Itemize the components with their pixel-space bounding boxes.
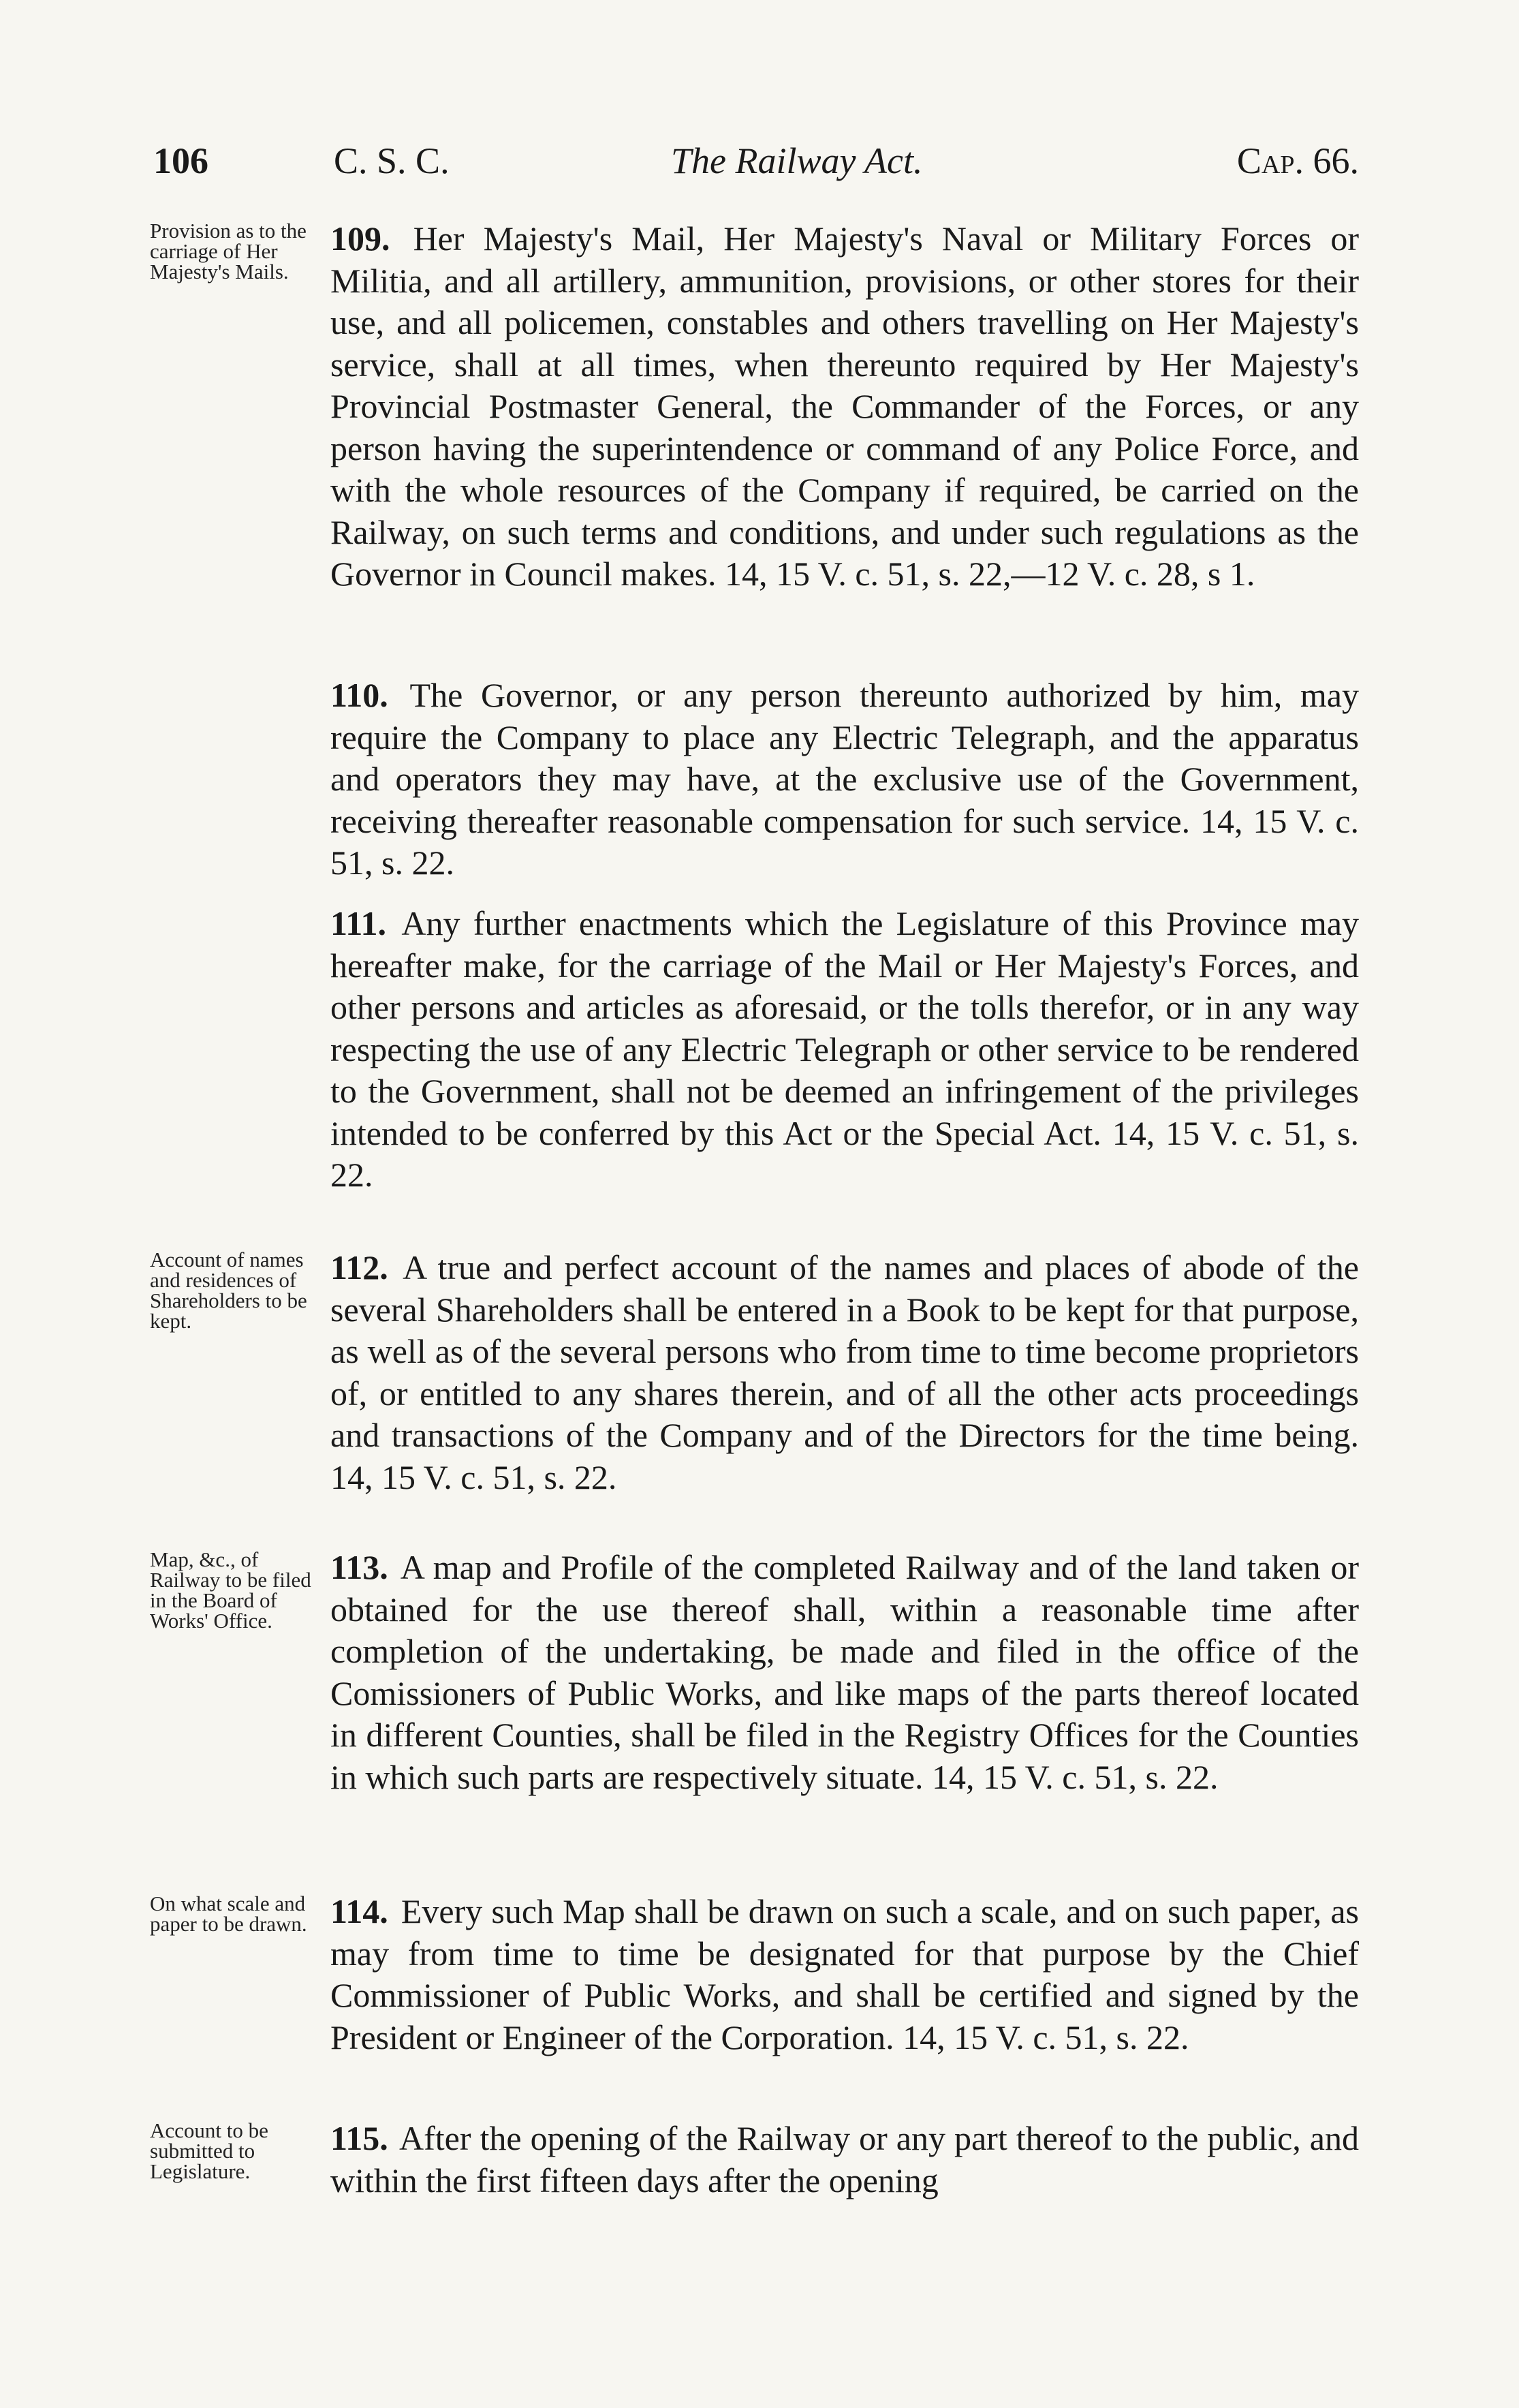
margin-note: Account of names and residences of Shareholders to be kept. xyxy=(150,1248,307,1333)
section-body xyxy=(330,1547,1359,1798)
section-text: Her Majesty's Mail, Her Majesty's Naval or Military Forces or Militia, and all artillery, ammunition, provisions, or other stores for their use, and all policemen, constables and others travelling on Her Majesty's service, shall at all times, when thereunto required by Her Majesty's Provincial Postmaster General, the Commander of the Forces, or any person having the superintendence or command of any Police Force, and with the whole resources of the Company if required, be carried on the Railway, on such terms and conditions, and under such regulations as the Governor in Council makes. 14, 15 V. c. 51, s. 22,—12 V. c. 28, s 1. xyxy=(330,219,1360,593)
section-number: 112. xyxy=(330,1248,388,1286)
section-number: 114. xyxy=(330,1892,388,1930)
section-text: A map and Profile of the completed Railway and of the land taken or obtained for the use thereof shall, within a reasonable time after completion of the undertaking, be made and filed in the office of the Comissioners of Public Works, and like maps of the parts thereof located in different Counties, shall be filed in the Registry Offices for the Counties in which such parts are respectively situate. 14, 15 V. c. 51, s. 22. xyxy=(330,1548,1359,1796)
section-109 xyxy=(150,218,1359,596)
page-header xyxy=(153,140,1359,187)
section-113 xyxy=(150,1547,1359,1798)
running-title: The Railway Act. xyxy=(671,140,923,181)
series-label: C. S. C. xyxy=(334,140,450,181)
section-body xyxy=(330,675,1359,884)
margin-note: Account to be submitted to Legislature. xyxy=(150,2118,268,2183)
section-number: 110. xyxy=(330,676,388,714)
section-body xyxy=(330,903,1359,1197)
section-body xyxy=(330,2118,1359,2202)
section-110 xyxy=(150,675,1359,884)
chapter-label: Cap. 66. xyxy=(1236,140,1359,181)
section-text: Any further enactments which the Legislature of this Province may hereafter make, for the carriage of the Mail or Her Majesty's Forces, and other persons and articles as aforesaid, or the tolls therefor, or in any way respecting the use of any Electric Telegraph or other service to be rendered to the Government, shall not be deemed an infringement of the privileges intended to be conferred by this Act or the Special Act. 14, 15 V. c. 51, s. 22. xyxy=(330,904,1360,1194)
section-body xyxy=(330,1247,1359,1498)
margin-note: On what scale and paper to be drawn. xyxy=(150,1892,307,1936)
section-114 xyxy=(150,1891,1359,2058)
section-body xyxy=(330,218,1359,596)
margin-note: Provision as to the carriage of Her Majesty's Mails. xyxy=(150,219,307,283)
page-number: 106 xyxy=(153,140,208,181)
section-115 xyxy=(150,2118,1359,2202)
section-text: The Governor, or any person thereunto authorized by him, may require the Company to place any Electric Telegraph, and the apparatus and operators they may have, at the exclusive use of the Government, receiving thereafter reasonable compensation for such service. 14, 15 V. c. 51, s. 22. xyxy=(330,676,1359,882)
section-number: 115. xyxy=(330,2119,388,2157)
section-text: Every such Map shall be drawn on such a scale, and on such paper, as may from time to time be designated for that purpose by the Chief Commissioner of Public Works, and shall be certified and signed by the President or Engineer of the Corporation. 14, 15 V. c. 51, s. 22. xyxy=(330,1892,1360,2056)
section-number: 109. xyxy=(330,219,390,258)
section-112 xyxy=(150,1247,1359,1498)
section-number: 111. xyxy=(330,904,386,942)
section-number: 113. xyxy=(330,1548,388,1586)
section-text: After the opening of the Railway or any part thereof to the public, and within the first fifteen days after the opening xyxy=(330,2119,1359,2199)
section-body xyxy=(330,1891,1359,2058)
section-text: A true and perfect account of the names and places of abode of the several Shareholders shall be entered in a Book to be kept for that purpose, as well as of the several persons who from time to time become proprietors of, or entitled to any shares therein, and of all the other acts proceedings and transactions of the Company and of the Directors for the time being. 14, 15 V. c. 51, s. 22. xyxy=(330,1248,1359,1496)
margin-note: Map, &c., of Railway to be filed in the Board of Works' Office. xyxy=(150,1547,311,1633)
section-111 xyxy=(150,903,1359,1197)
